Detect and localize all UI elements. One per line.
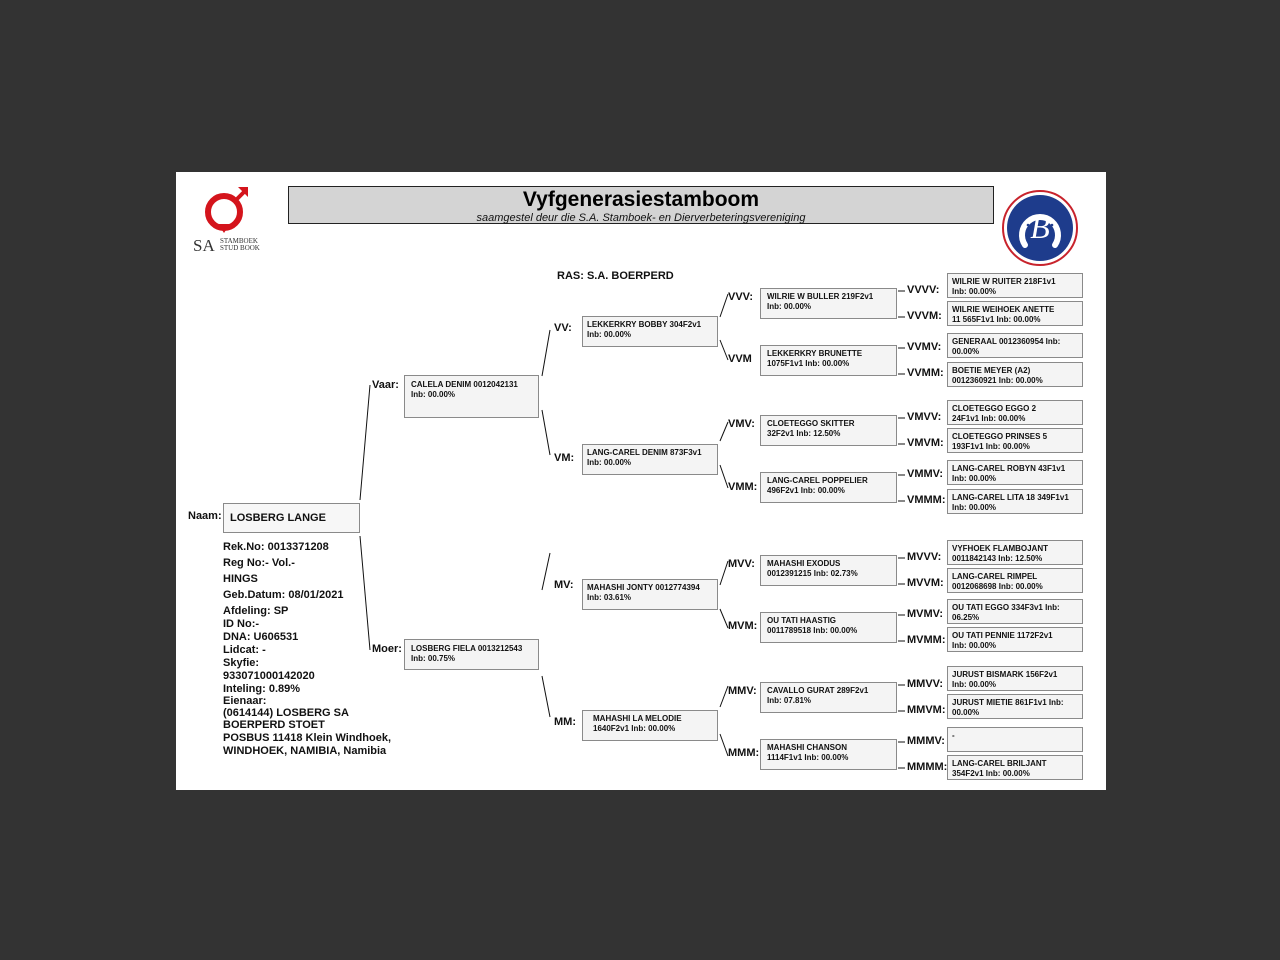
vvv-inb: Inb: 00.00%: [767, 302, 812, 311]
vaar-name: CALELA DENIM 0012042131: [411, 380, 518, 389]
moer-label: Moer:: [372, 643, 402, 655]
skyfie: 933071000142020: [223, 670, 315, 682]
boerperd-logo: [1001, 189, 1079, 267]
vmvv-label: VMVV:: [907, 411, 942, 423]
eienaar-label: Eienaar:: [223, 695, 267, 707]
mm-box[interactable]: [582, 710, 718, 741]
vvvm-box[interactable]: [947, 301, 1083, 326]
vvv-box[interactable]: [760, 288, 897, 319]
mmvm-inb: 00.00%: [952, 708, 980, 717]
vvvm-label: VVVM:: [907, 310, 942, 322]
title-banner: [288, 186, 994, 224]
vmmm-name: LANG-CAREL LITA 18 349F1v1: [952, 493, 1069, 502]
vvmm-name: BOETIE MEYER (A2): [952, 366, 1031, 375]
owner-line-2: BOERPERD STOET: [223, 719, 325, 731]
mmmm-box[interactable]: [947, 755, 1083, 780]
vvvm-name: WILRIE WEIHOEK ANETTE: [952, 305, 1055, 314]
mvm-inb: 0011789518 Inb: 00.00%: [767, 626, 858, 635]
pedigree-sheet: [176, 172, 1106, 790]
mmvv-name: JURUST BISMARK 156F2v1: [952, 670, 1058, 679]
mvvv-inb: 0011842143 Inb: 12.50%: [952, 554, 1043, 563]
vm-label: VM:: [554, 452, 575, 464]
mvmm-inb: Inb: 00.00%: [952, 641, 997, 650]
vmm-name: LANG-CAREL POPPELIER: [767, 476, 868, 485]
mvv-label: MVV:: [728, 558, 755, 570]
vvmm-inb: 0012360921 Inb: 00.00%: [952, 376, 1043, 385]
mvmm-box[interactable]: [947, 627, 1083, 652]
subject-name-box[interactable]: [223, 503, 360, 533]
vvv-name: WILRIE W BULLER 219F2v1: [767, 292, 874, 301]
mmvm-box[interactable]: [947, 694, 1083, 719]
lidcat: Lidcat: -: [223, 644, 266, 656]
mmvv-inb: Inb: 00.00%: [952, 680, 997, 689]
vmmv-label: VMMV:: [907, 468, 944, 480]
mmv-box[interactable]: [760, 682, 897, 713]
vvm-label: VVM: [728, 353, 752, 365]
sex: HINGS: [223, 573, 258, 585]
moer-inb: Inb: 00.75%: [411, 654, 456, 663]
id-no: ID No:-: [223, 618, 260, 630]
mmv-inb: Inb: 07.81%: [767, 696, 812, 705]
rek-no: Rek.No: 0013371208: [223, 541, 329, 553]
reg-no: Reg No:- Vol.-: [223, 557, 295, 569]
mvvv-box[interactable]: [947, 540, 1083, 565]
vaar-label: Vaar:: [372, 379, 399, 391]
mvvm-box[interactable]: [947, 568, 1083, 593]
vmvv-box[interactable]: [947, 400, 1083, 425]
skyfie-label: Skyfie:: [223, 657, 260, 669]
birth-date: Geb.Datum: 08/01/2021: [223, 589, 344, 601]
vm-inb: Inb: 00.00%: [587, 458, 632, 467]
mm-name: MAHASHI LA MELODIE: [593, 714, 682, 723]
dna: DNA: U606531: [223, 631, 299, 643]
moer-box[interactable]: [404, 639, 539, 670]
mvmv-inb: 06.25%: [952, 613, 980, 622]
logo-line-stamboek: STAMBOEK: [220, 237, 258, 245]
mmm-box[interactable]: [760, 739, 897, 770]
mmv-name: CAVALLO GURAT 289F2v1: [767, 686, 869, 695]
mvvv-label: MVVV:: [907, 551, 942, 563]
vmvv-inb: 24F1v1 Inb: 00.00%: [952, 414, 1026, 423]
vmmv-inb: Inb: 00.00%: [952, 474, 997, 483]
mmm-name: MAHASHI CHANSON: [767, 743, 847, 752]
vvvv-box[interactable]: [947, 273, 1083, 298]
vmmm-inb: Inb: 00.00%: [952, 503, 997, 512]
sa-studbook-logo: [192, 184, 268, 258]
mv-label: MV:: [554, 579, 574, 591]
mmmv-name: -: [952, 731, 955, 740]
mmvm-label: MMVM:: [907, 704, 946, 716]
vmmv-name: LANG-CAREL ROBYN 43F1v1: [952, 464, 1066, 473]
vm-box[interactable]: [582, 444, 718, 475]
vvvm-inb: 11 565F1v1 Inb: 00.00%: [952, 315, 1041, 324]
vvmv-box[interactable]: [947, 333, 1083, 358]
mvm-box[interactable]: [760, 612, 897, 643]
mvm-name: OU TATI HAASTIG: [767, 616, 837, 625]
mmvv-label: MMVV:: [907, 678, 944, 690]
owner-line-4: WINDHOEK, NAMIBIA, Namibia: [223, 745, 387, 757]
vvmm-label: VVMM:: [907, 367, 944, 379]
subject-name-label: Naam:: [188, 510, 222, 522]
mmvv-box[interactable]: [947, 666, 1083, 691]
mvv-name: MAHASHI EXODUS: [767, 559, 841, 568]
vmvm-inb: 193F1v1 Inb: 00.00%: [952, 442, 1030, 451]
vmmv-box[interactable]: [947, 460, 1083, 485]
vvvv-label: VVVV:: [907, 284, 940, 296]
logo-prefix: SA: [193, 236, 215, 255]
owner-line-1: (0614144) LOSBERG SA: [223, 707, 349, 719]
vvmv-name: GENERAAL 0012360954 Inb:: [952, 337, 1061, 346]
moer-name: LOSBERG FIELA 0013212543: [411, 644, 523, 653]
vvmv-label: VVMV:: [907, 341, 942, 353]
subject-name: LOSBERG LANGE: [230, 512, 326, 524]
vvm-box[interactable]: [760, 345, 897, 376]
mvmm-name: OU TATI PENNIE 1172F2v1: [952, 631, 1053, 640]
logo-line-studbook: STUD BOOK: [220, 244, 260, 252]
vmvv-name: CLOETEGGO EGGO 2: [952, 404, 1037, 413]
mvvv-name: VYFHOEK FLAMBOJANT: [952, 544, 1048, 553]
vmvm-label: VMVM:: [907, 437, 944, 449]
vvvv-name: WILRIE W RUITER 218F1v1: [952, 277, 1056, 286]
mvvm-inb: 0012068698 Inb: 00.00%: [952, 582, 1043, 591]
mmv-label: MMV:: [728, 685, 757, 697]
vmv-box[interactable]: [760, 415, 897, 446]
mmm-label: MMM:: [728, 747, 760, 759]
mmvm-name: JURUST MIETIE 861F1v1 Inb:: [952, 698, 1064, 707]
mvmv-box[interactable]: [947, 599, 1083, 624]
mvmv-name: OU TATI EGGO 334F3v1 Inb:: [952, 603, 1060, 612]
vmm-inb: 496F2v1 Inb: 00.00%: [767, 486, 845, 495]
page-title: Vyfgenerasiestamboom: [522, 188, 760, 211]
vmm-box[interactable]: [760, 472, 897, 503]
vvvv-inb: Inb: 00.00%: [952, 287, 997, 296]
vv-label: VV:: [554, 322, 572, 334]
logo-letter: B: [1030, 209, 1050, 245]
vmmm-box[interactable]: [947, 489, 1083, 514]
mv-inb: Inb: 03.61%: [587, 593, 632, 602]
vv-inb: Inb: 00.00%: [587, 330, 632, 339]
owner-line-3: POSBUS 11418 Klein Windhoek,: [223, 732, 392, 744]
mmm-inb: 1114F1v1 Inb: 00.00%: [767, 753, 849, 762]
inteling: Inteling: 0.89%: [223, 683, 301, 695]
vmvm-name: CLOETEGGO PRINSES 5: [952, 432, 1048, 441]
page-subtitle: saamgestel deur die S.A. Stamboek- en Dierverbeteringsvereniging: [476, 212, 806, 224]
vvm-name: LEKKERKRY BRUNETTE: [767, 349, 863, 358]
breed-label: RAS: S.A. BOERPERD: [557, 270, 674, 282]
mv-name: MAHASHI JONTY 0012774394: [587, 583, 700, 592]
mvvm-label: MVVM:: [907, 577, 944, 589]
mmmm-inb: 354F2v1 Inb: 00.00%: [952, 769, 1030, 778]
vvv-label: VVV:: [728, 291, 754, 303]
mmmv-box[interactable]: [947, 727, 1083, 752]
vm-name: LANG-CAREL DENIM 873F3v1: [587, 448, 702, 457]
mvmm-label: MVMM:: [907, 634, 946, 646]
mvv-box[interactable]: [760, 555, 897, 586]
mvm-label: MVM:: [728, 620, 758, 632]
mm-inb: 1640F2v1 Inb: 00.00%: [593, 724, 676, 733]
vaar-inb: Inb: 00.00%: [411, 390, 456, 399]
vv-name: LEKKERKRY BOBBY 304F2v1: [587, 320, 702, 329]
vvm-inb: 1075F1v1 Inb: 00.00%: [767, 359, 850, 368]
mvvm-name: LANG-CAREL RIMPEL: [952, 572, 1038, 581]
mvv-inb: 0012391215 Inb: 02.73%: [767, 569, 858, 578]
mm-label: MM:: [554, 716, 576, 728]
vaar-box[interactable]: [404, 375, 539, 418]
mvmv-label: MVMV:: [907, 608, 944, 620]
vmv-label: VMV:: [728, 418, 755, 430]
vvmv-inb: 00.00%: [952, 347, 980, 356]
vmv-inb: 32F2v1 Inb: 12.50%: [767, 429, 841, 438]
vmvm-box[interactable]: [947, 428, 1083, 453]
mmmm-label: MMMM:: [907, 761, 948, 773]
mmmv-label: MMMV:: [907, 735, 945, 747]
sa-studbook-symbol-icon: [192, 184, 268, 234]
vv-box[interactable]: [582, 316, 718, 347]
vmm-label: VMM:: [728, 481, 758, 493]
mmmm-name: LANG-CAREL BRILJANT: [952, 759, 1047, 768]
vvmm-box[interactable]: [947, 362, 1083, 387]
vmv-name: CLOETEGGO SKITTER: [767, 419, 855, 428]
mv-box[interactable]: [582, 579, 718, 610]
afdeling: Afdeling: SP: [223, 605, 289, 617]
vmmm-label: VMMM:: [907, 494, 946, 506]
